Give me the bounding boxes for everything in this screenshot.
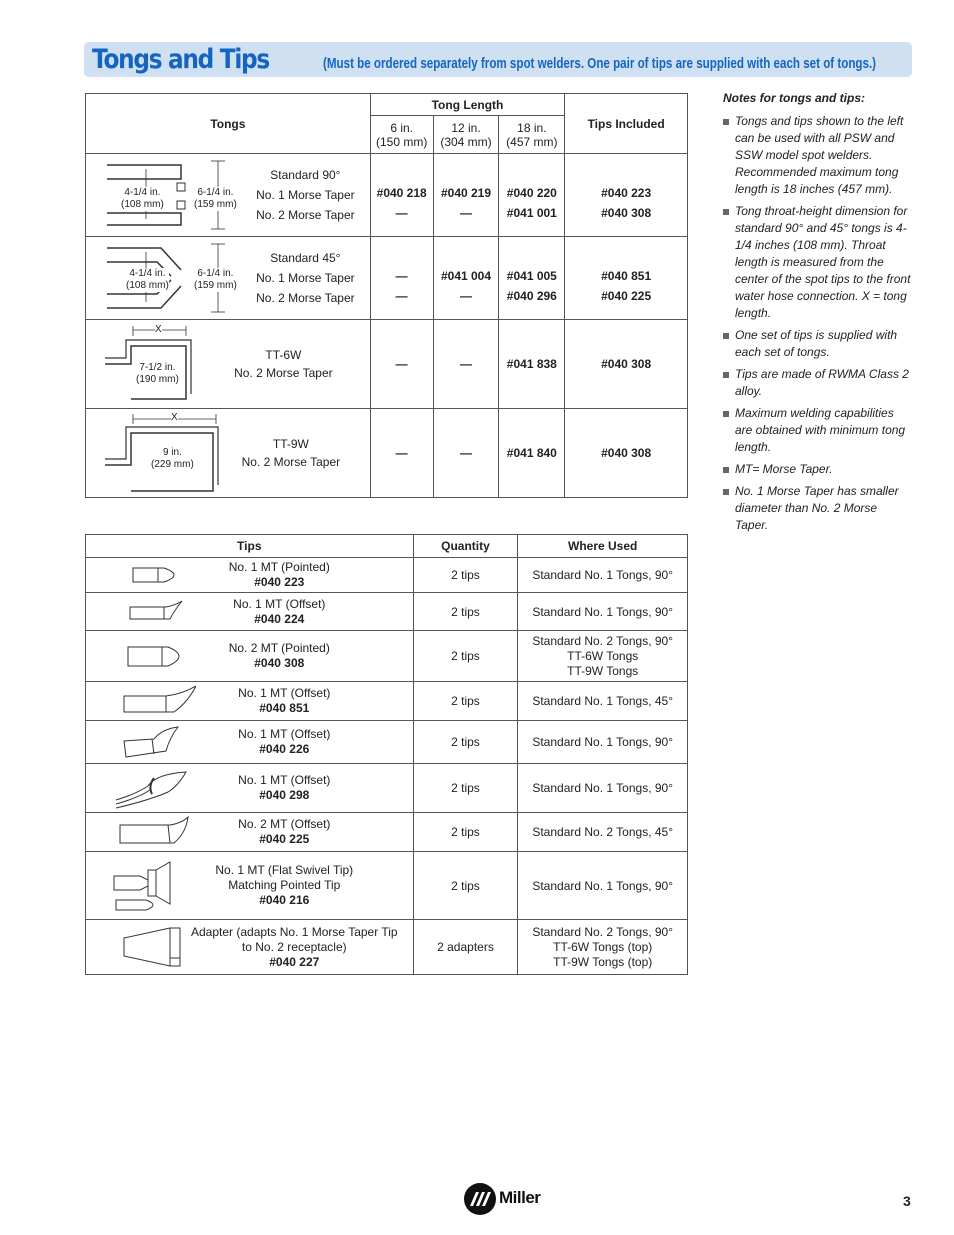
offset-tip-icon [86,815,196,849]
col-header-6in: 6 in. (150 mm) [370,116,433,154]
col-header-tips: Tips [86,535,414,558]
table-row: X 9 in. (229 mm) TT-9W No. 2 Morse Taper — — #041 840 #040 308 [86,409,688,498]
col-header-where-used: Where Used [518,535,688,558]
standard-90-tong-icon: 4-1/4 in. (108 mm) 6-1/4 in. (159 mm) [101,159,251,231]
tong-name: Standard 90° [270,168,341,182]
list-item: Maximum welding capabilities are obtained with minimum tong length. [723,405,913,456]
list-item: Tong throat-height dimension for standard 90° and 45° tongs is 4-1/4 inches (108 mm). Throat length is measured from the center of the spot tips to the front water hose connection. X = tong length. [723,203,913,322]
table-row: No. 1 MT (Pointed) #040 223 2 tips Standard No. 1 Tongs, 90° [86,558,688,593]
col-header-18in: 18 in. (457 mm) [499,116,565,154]
notes-title: Notes for tongs and tips: [723,91,865,105]
table-row: No. 1 MT (Flat Swivel Tip) Matching Pointed Tip #040 216 2 tips Standard No. 1 Tongs, 90° [86,852,688,920]
tong-name: Standard 45° [270,251,341,265]
table-row: No. 1 MT (Offset) #040 298 2 tips Standard No. 1 Tongs, 90° [86,764,688,813]
table-row: Adapter (adapts No. 1 Morse Taper Tip to No. 2 receptacle) #040 227 2 adapters Standard No. 2 Tongs, 90° TT-6W Tongs (top) TT-9W Tongs (top) [86,920,688,975]
brand-name: Miller [499,1188,541,1207]
tt-9w-tong-icon: X 9 in. (229 mm) [101,411,226,495]
table-row: No. 2 MT (Offset) #040 225 2 tips Standard No. 2 Tongs, 45° [86,813,688,852]
list-item: Tongs and tips shown to the left can be used with all PSW and SSW model spot welders. Recommended maximum tong length is 18 inches (457 mm). [723,113,913,198]
list-item: Tips are made of RWMA Class 2 alloy. [723,366,913,400]
tongs-table [85,93,688,498]
page-header [84,42,912,77]
offset-tip-icon [86,723,196,761]
miller-logo [463,1182,553,1216]
standard-45-tong-icon: 4-1/4 in. (108 mm) 6-1/4 in. (159 mm) [101,242,251,314]
table-row: No. 1 MT (Offset) #040 226 2 tips Standard No. 1 Tongs, 90° [86,721,688,764]
col-header-tongs: Tongs [86,94,371,154]
tong-name: TT-9W [272,437,309,451]
tong-name: TT-6W [265,348,302,362]
pointed-tip-icon [86,560,186,590]
col-header-12in: 12 in. (304 mm) [433,116,499,154]
table-row: No. 1 MT (Offset) #040 851 2 tips Standard No. 1 Tongs, 45° [86,682,688,721]
table-row: No. 1 MT (Offset) #040 224 2 tips Standard No. 1 Tongs, 90° [86,593,688,631]
adapter-icon [86,922,186,972]
offset-tip-icon [86,684,196,718]
table-row: X 7-1/2 in. (190 mm) TT-6W No. 2 Morse Taper — — #041 838 #040 308 [86,320,688,409]
offset-tip-icon [86,766,196,810]
col-header-tong-length: Tong Length [370,94,565,116]
swivel-tip-icon [86,856,196,916]
col-header-quantity: Quantity [413,535,518,558]
notes-panel [723,90,913,539]
tt-6w-tong-icon: X 7-1/2 in. (190 mm) [101,324,211,404]
col-header-tips-included: Tips Included [565,94,688,154]
tips-table [85,534,688,975]
offset-tip-icon [86,597,186,627]
list-item: MT= Morse Taper. [723,461,913,478]
page-subtitle: (Must be ordered separately from spot welders. One pair of tips are supplied with each set of tongs.) [323,56,877,72]
table-row: 4-1/4 in. (108 mm) 6-1/4 in. (159 mm) Standard 45° No. 1 Morse Taper No. 2 Morse Taper — — #041 004 — #041 005 #040 296 #040 851 #040 225 [86,237,688,320]
page-number: 3 [903,1193,911,1209]
table-row: No. 2 MT (Pointed) #040 308 2 tips Standard No. 2 Tongs, 90° TT-6W Tongs TT-9W Tongs [86,631,688,682]
list-item: One set of tips is supplied with each set of tongs. [723,327,913,361]
page-title: Tongs and Tips [92,44,269,75]
list-item: No. 1 Morse Taper has smaller diameter than No. 2 Morse Taper. [723,483,913,534]
table-row: 4-1/4 in. (108 mm) 6-1/4 in. (159 mm) Standard 90° No. 1 Morse Taper No. 2 Morse Taper #040 218 — #040 219 — #040 220 #041 001 #040 223 #040 308 [86,154,688,237]
pointed-tip-icon [86,636,186,676]
